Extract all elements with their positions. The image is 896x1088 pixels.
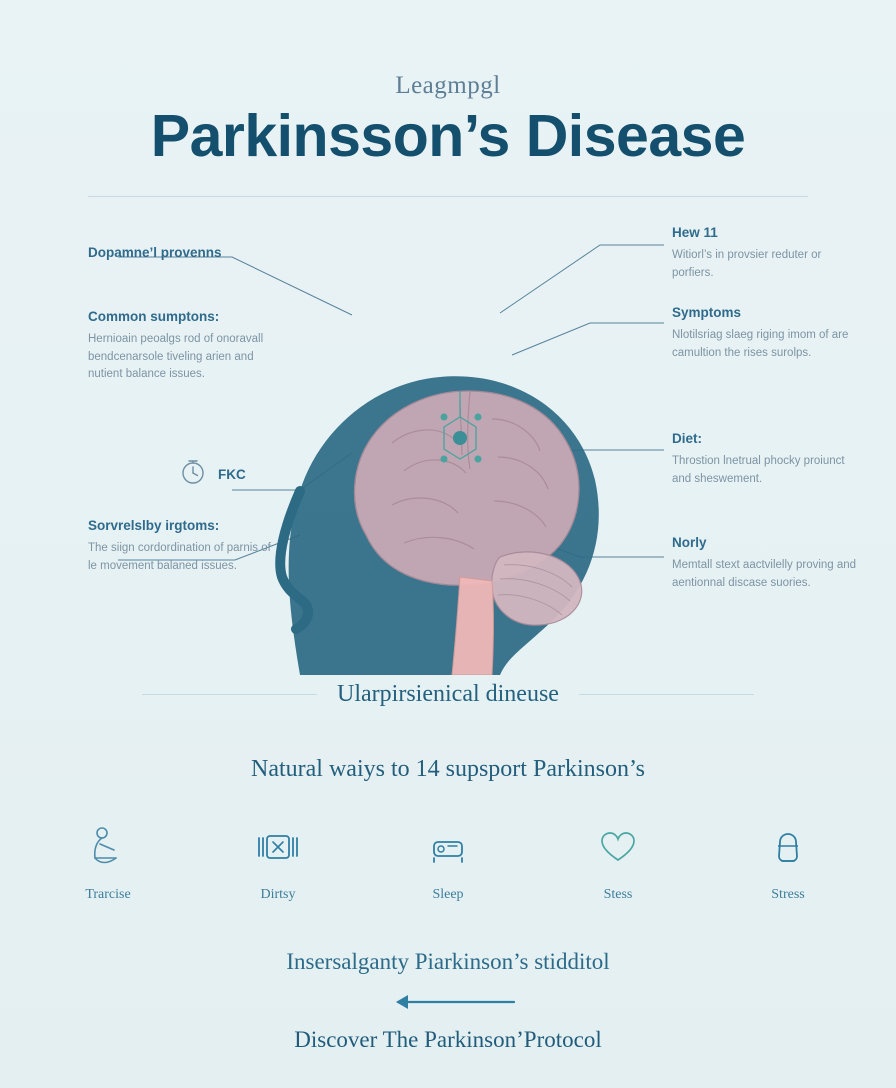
mid-divider-left: [142, 694, 317, 695]
final-cta-text: Discover The Parkinson’Protocol: [294, 1026, 602, 1052]
icon-item-exercise[interactable]: [53, 821, 163, 903]
page-header: [0, 0, 896, 197]
callout-secondary-symptoms: [88, 518, 278, 576]
mid-subheading: Natural waiys to 14 supsport Parkinson’s: [251, 755, 645, 782]
icon-label: Stress: [771, 886, 805, 902]
person-stretching-icon: [53, 821, 163, 875]
page-title: Parkinsson’s Disease: [150, 103, 746, 169]
footer-cta-section: [0, 949, 896, 1053]
callout-symptoms: [672, 305, 862, 363]
callout-clock-stat: [178, 457, 278, 492]
icon-label: Stess: [603, 886, 633, 902]
heart-icon: [563, 821, 673, 875]
callout-title: Hew 11: [672, 224, 718, 240]
icon-item-diet[interactable]: [223, 821, 333, 903]
left-arrow-icon[interactable]: [0, 989, 896, 1015]
icon-item-stress[interactable]: [563, 821, 673, 903]
icon-label: Dirtsy: [260, 886, 296, 902]
callout-diet: [672, 431, 862, 489]
food-plate-icon: [223, 821, 333, 875]
callout-body: Memtall stext aactvilelly proving and aentionnal discase suories.: [672, 558, 857, 589]
callout-notify: [672, 535, 862, 593]
eyebrow-text: Leagmpgl: [395, 72, 501, 99]
callout-title: Common sumptons:: [88, 308, 220, 324]
clock-icon: [178, 457, 208, 492]
mid-section: [0, 681, 896, 783]
cta-text: Insersalganty Piarkinson’s stidditol: [286, 948, 610, 974]
callout-body: Throstion lnetrual phocky proiunct and sheswement.: [672, 454, 845, 485]
icon-item-sleep[interactable]: [393, 821, 503, 903]
icon-label: Trarcise: [85, 886, 131, 902]
header-divider: [88, 196, 808, 197]
callout-body: The siign cordordination of parnis of le movement balaned issues.: [88, 541, 271, 572]
brain-diagram-section: [0, 205, 896, 675]
callout-title: Norly: [672, 534, 707, 550]
callout-common-symptoms: [88, 309, 278, 384]
mid-section-title: Ularpirsienical dineuse: [337, 680, 559, 707]
callout-title: Symptoms: [672, 304, 742, 320]
mug-icon: [733, 821, 843, 875]
callout-body: Witiorl’s in provsier reduter or porfiers.: [672, 248, 822, 279]
callout-title: FKC: [218, 466, 246, 482]
callout-title: Dopamne’l provenns: [88, 244, 222, 260]
callout-how-it-works: [672, 225, 862, 283]
icon-label: Sleep: [432, 886, 464, 902]
mid-divider-right: [579, 694, 754, 695]
callout-title: Sorvrelslby irgtoms:: [88, 517, 220, 533]
callout-body: Hernioain peoalgs rod of onoravall bendcenarsole tiveling arien and nutient balance issues.: [88, 332, 264, 381]
callout-title: Diet:: [672, 430, 702, 446]
bed-sleep-icon: [393, 821, 503, 875]
support-icon-row: [0, 821, 896, 903]
callout-dopamine: [88, 245, 278, 267]
callout-body: Nlotilsriag slaeg riging imom of are camultion the rises surolps.: [672, 328, 849, 359]
icon-item-stress-mug[interactable]: [733, 821, 843, 903]
